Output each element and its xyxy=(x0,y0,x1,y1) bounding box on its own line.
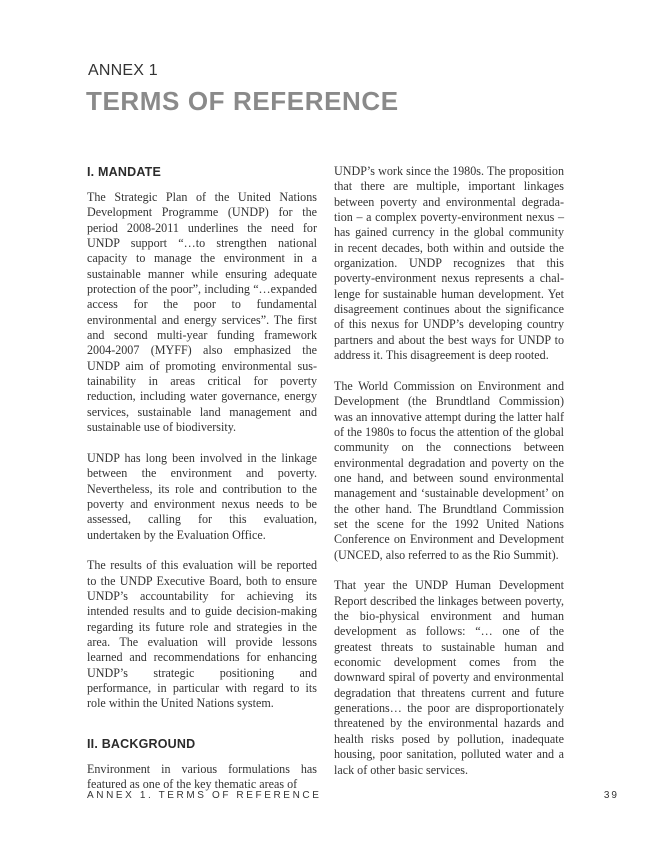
background-paragraph-1: Environment in various formulations has featured as one of the key thematic areas of xyxy=(87,761,317,792)
background-paragraph-4: That year the UNDP Human Development Report described the linkages between poverty, the bio-physical environment and human development as follows: “… one of the greatest threats to sustainable human and economic development comes from the downward spiral of poverty and environmental degradation that threatens current and future generations… the poor are disproportionately threatened by the environmental hazards and health risks posed by pollution, inadequate housing, poor sanitation, polluted water and a lack of other basic services. xyxy=(334,578,564,777)
section-heading-mandate: I. MANDATE xyxy=(87,165,161,179)
mandate-paragraph-2: UNDP has long been involved in the linkage between the environment and poverty. Nevertheless, its role and contribution to the poverty and environment nexus needs to be assessed, calling for this evaluation, undertaken by the Evaluation Office. xyxy=(87,450,317,542)
annex-label: ANNEX 1 xyxy=(88,62,158,79)
mandate-paragraph-3: The results of this evaluation will be reported to the UNDP Executive Board, both to ensure UNDP’s accountability for achieving its intended results and to guide decision-making regarding its future role and strategies in the area. The evaluation will provide lessons learned and recommendations for enhancing UNDP’s strategic positioning and performance, in particular with regard to its role within the United Nations system. xyxy=(87,558,317,711)
mandate-paragraph-1: The Strategic Plan of the United Nations Development Programme (UNDP) for the period 2008-2011 underlines the need for UNDP support “…to strengthen national capacity to manage the environment in a sustainable manner while ensuring adequate protection of the poor”, including “…expanded access for the poor to fundamental environmental and energy services”. The first and second multi-year funding framework 2004-2007 (MYFF) also emphasized the UNDP aim of promoting environmental sustainability in areas critical for poverty reduction, including water governance, energy services, sustainable land management and sustainable use of biodiversity. xyxy=(87,190,317,435)
left-column xyxy=(87,165,317,792)
right-column xyxy=(334,164,564,778)
footer-running-title: ANNEX 1. TERMS OF REFERENCE xyxy=(87,790,322,801)
background-paragraph-2: UNDP’s work since the 1980s. The proposition that there are multiple, important linkages between poverty and environmental degradation – a complex poverty-environment nexus – has gained currency in the global community in recent decades, both within and outside the organization. UNDP recognizes that this poverty-environment nexus represents a challenge for sustainable human development. Yet disagreement continues about the significance of this nexus for UNDP’s developing country partners and about the best ways for UNDP to address it. This disagreement is deep rooted. xyxy=(334,164,564,363)
page-number: 39 xyxy=(603,790,619,801)
background-paragraph-3: The World Commission on Environment and Development (the Brundtland Commission) was an innovative attempt during the latter half of the 1980s to focus the attention of the global community on the connections between environmental degradation and poverty on the one hand, and between sound environmental management and ‘sustainable development’ on the other hand. The Brundtland Commission set the scene for the 1992 United Nations Conference on Environment and Development (UNCED, also referred to as the Rio Summit). xyxy=(334,378,564,562)
page-title: TERMS OF REFERENCE xyxy=(86,86,399,116)
section-heading-background: II. BACKGROUND xyxy=(87,736,196,751)
